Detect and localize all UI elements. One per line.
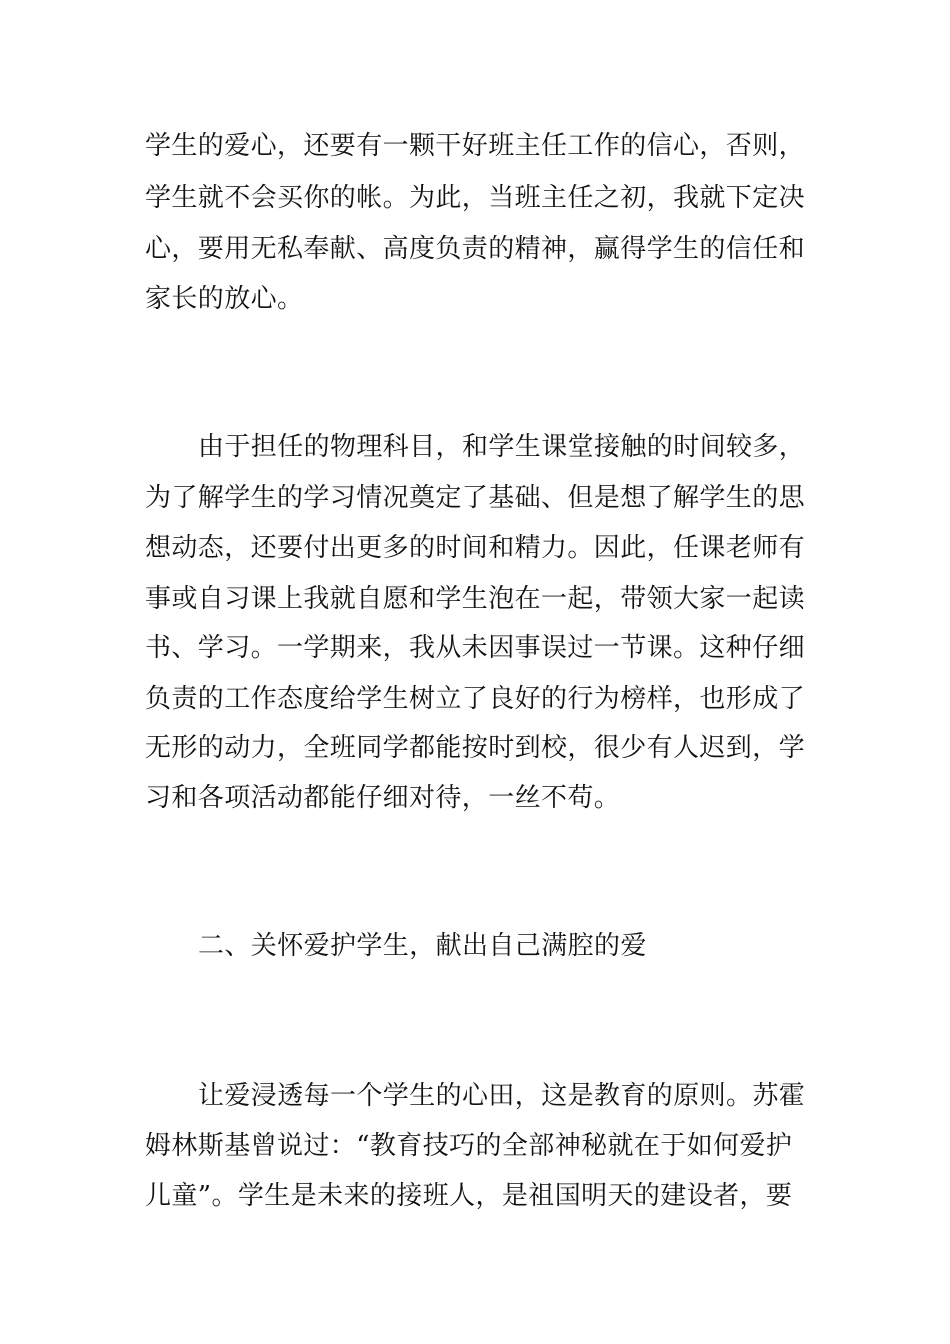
- paragraph-2-line-6: 负责的工作态度给学生树立了良好的行为榜样，也形成了: [145, 684, 806, 714]
- paragraph-1-line-1: 学生的爱心，还要有一颗干好班主任工作的信心，否则，: [145, 131, 806, 161]
- paragraph-2-line-5: 书、学习。一学期来，我从未因事误过一节课。这种仔细: [145, 633, 806, 663]
- paragraph-1-line-2: 学生就不会买你的帐。为此，当班主任之初，我就下定决: [145, 183, 806, 213]
- paragraph-2-line-8: 习和各项活动都能仔细对待，一丝不苟。: [145, 783, 621, 813]
- paragraph-2-line-2: 为了解学生的学习情况奠定了基础、但是想了解学生的思: [145, 483, 806, 513]
- paragraph-2-line-7: 无形的动力，全班同学都能按时到校，很少有人迟到，学: [145, 733, 806, 763]
- paragraph-3-line-2: 姆林斯基曾说过：“教育技巧的全部神秘就在于如何爱护: [145, 1131, 793, 1161]
- paragraph-2-line-1: 由于担任的物理科目，和学生课堂接触的时间较多，: [198, 432, 806, 462]
- paragraph-2-line-4: 事或自习课上我就自愿和学生泡在一起，带领大家一起读: [145, 584, 806, 614]
- paragraph-2-line-3: 想动态，还要付出更多的时间和精力。因此，任课老师有: [145, 533, 806, 563]
- paragraph-3-line-1: 让爱浸透每一个学生的心田，这是教育的原则。苏霍: [198, 1081, 806, 1111]
- paragraph-1-line-3: 心，要用无私奉献、高度负责的精神，赢得学生的信任和: [145, 234, 806, 264]
- section-heading: 二、关怀爱护学生，献出自己满腔的爱: [198, 931, 647, 961]
- paragraph-3-line-3: 儿童”。学生是未来的接班人，是祖国明天的建设者，要: [145, 1181, 793, 1211]
- paragraph-1-line-4: 家长的放心。: [145, 284, 304, 314]
